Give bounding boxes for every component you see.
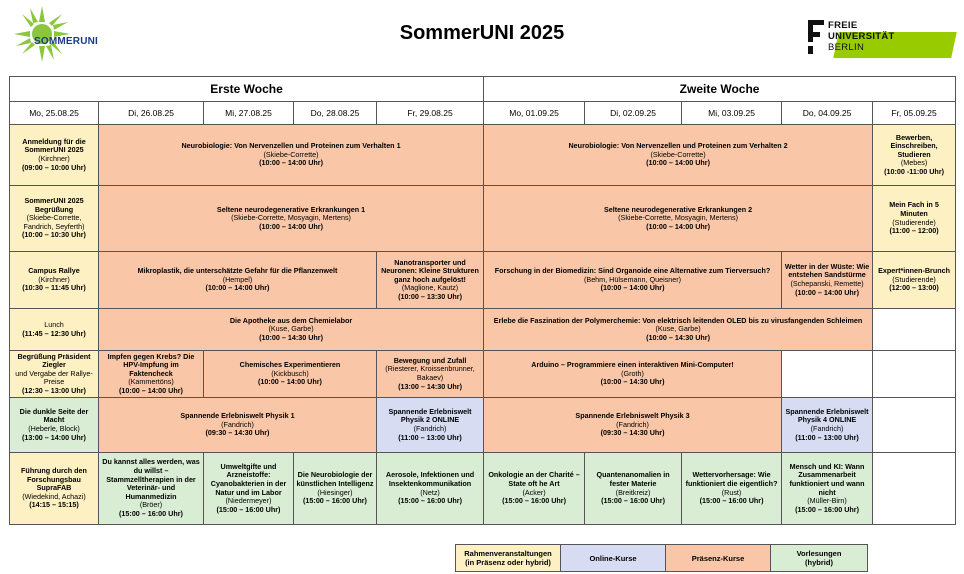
event-cell: Erlebe die Faszination der Polymerchemie: Von elektrisch leitenden OLED bis zu virusfangenden Schleimen (Kuse, Garbe) (10:00 – 14:30 Uhr): [484, 309, 873, 351]
event-cell: Spannende Erlebniswelt Physik 2 ONLINE (Fandrich) (11:00 – 13:00 Uhr): [377, 398, 484, 453]
event-cell: Mikroplastik, die unterschätzte Gefahr für die Pflanzenwelt (Hempel) (10:00 – 14:00 Uhr): [99, 252, 377, 309]
day-header: Mi, 27.08.25: [204, 102, 294, 125]
event-cell: Du kannst alles werden, was du willst – Stammzelltherapien in der Veterinär- und Humanmedizin (Bröer) (15:00 – 16:00 Uhr): [99, 453, 204, 525]
event-cell: Campus Rallye (Kirchner) (10:30 – 11:45 Uhr): [10, 252, 99, 309]
slot-row: [10, 252, 956, 309]
event-cell: Wettervorhersage: Wie funktioniert die eigentlich? (Rust) (15:00 – 16:00 Uhr): [682, 453, 782, 525]
event-cell: Die dunkle Seite der Macht (Heberle, Block) (13:00 – 14:00 Uhr): [10, 398, 99, 453]
slot-row: [10, 186, 956, 252]
event-cell: Bewegung und Zufall (Riesterer, Kroissenbrunner, Bakaev) (13:00 – 14:30 Uhr): [377, 351, 484, 398]
day-header: Mi, 03.09.25: [682, 102, 782, 125]
week-row: [10, 77, 956, 102]
page-header: [0, 0, 964, 74]
event-cell: Mein Fach in 5 Minuten (Studierende) (11:00 – 12:00): [873, 186, 956, 252]
logo-text: SOMMERUNI: [34, 36, 99, 47]
event-cell: Nanotransporter und Neuronen: Kleine Strukturen ganz hoch aufgelöst! (Maglione, Kautz) (10:00 – 13:30 Uhr): [377, 252, 484, 309]
legend-praesenz: Präsenz-Kurse: [665, 544, 771, 572]
event-cell: Führung durch den Forschungsbau SupraFAB (Wiedekind, Achazi) (14:15 – 15:15): [10, 453, 99, 525]
event-cell: Neurobiologie: Von Nervenzellen und Proteinen zum Verhalten 2 (Skiebe-Corrette) (10:00 – 14:00 Uhr): [484, 125, 873, 186]
legend: [456, 544, 868, 572]
event-cell: Umweltgifte und Arzneistoffe: Cyanobakterien in der Natur und im Labor (Niedermeyer) (15:00 – 16:00 Uhr): [204, 453, 294, 525]
day-header: Do, 04.09.25: [782, 102, 873, 125]
event-cell: Spannende Erlebniswelt Physik 1 (Fandrich) (09:30 – 14:30 Uhr): [99, 398, 377, 453]
slot-row: [10, 398, 956, 453]
event-cell: Anmeldung für die SommerUNI 2025 (Kirchner) (09:00 – 10:00 Uhr): [10, 125, 99, 186]
slot-row: [10, 351, 956, 398]
event-cell: Seltene neurodegenerative Erkrankungen 1 (Skiebe-Corrette, Mosyagin, Mertens) (10:00 – 14:00 Uhr): [99, 186, 484, 252]
day-header: Mo, 01.09.25: [484, 102, 585, 125]
event-cell: Die Apotheke aus dem Chemielabor (Kuse, Garbe) (10:00 – 14:30 Uhr): [99, 309, 484, 351]
day-header: Di, 02.09.25: [585, 102, 682, 125]
week-1-header: Erste Woche: [10, 77, 484, 102]
event-cell: Seltene neurodegenerative Erkrankungen 2 (Skiebe-Corrette, Mosyagin, Mertens) (10:00 – 14:00 Uhr): [484, 186, 873, 252]
empty-cell: [873, 453, 956, 525]
event-cell: Arduino – Programmiere einen interaktiven Mini-Computer! (Groth) (10:00 – 14:30 Uhr): [484, 351, 782, 398]
event-cell: Impfen gegen Krebs? Die HPV-Impfung im Faktencheck (Kammertöns) (10:00 – 14:00 Uhr): [99, 351, 204, 398]
event-cell: Quantenanomalien in fester Materie (Breitkreiz) (15:00 – 16:00 Uhr): [585, 453, 682, 525]
day-header: Fr, 29.08.25: [377, 102, 484, 125]
empty-cell: [873, 398, 956, 453]
day-header: Mo, 25.08.25: [10, 102, 99, 125]
event-cell: Mensch und KI: Wann Zusammenarbeit funktioniert und wann nicht (Müller-Birn) (15:00 – 16:00 Uhr): [782, 453, 873, 525]
event-cell: Begrüßung Präsident Ziegler und Vergabe der Rallye-Preise (12:30 – 13:00 Uhr): [10, 351, 99, 398]
event-cell: Aerosole, Infektionen und Insektenkommunikation (Netz) (15:00 – 16:00 Uhr): [377, 453, 484, 525]
event-cell: Forschung in der Biomedizin: Sind Organoide eine Alternative zum Tierversuch? (Behm, Hülsemann, Queisner) (10:00 – 14:00 Uhr): [484, 252, 782, 309]
fu-mark-icon: [808, 20, 824, 54]
event-cell: Spannende Erlebniswelt Physik 3 (Fandrich) (09:30 – 14:30 Uhr): [484, 398, 782, 453]
empty-cell: [873, 309, 956, 351]
fu-line3: BERLIN: [828, 42, 865, 53]
event-cell: Bewerben, Einschreiben, Studieren (Mebes) (10:00 -11:00 Uhr): [873, 125, 956, 186]
event-cell: Neurobiologie: Von Nervenzellen und Proteinen zum Verhalten 1 (Skiebe-Corrette) (10:00 – 14:00 Uhr): [99, 125, 484, 186]
fu-line2: UNIVERSITÄT: [828, 31, 895, 42]
event-cell: Onkologie an der Charité – State oft he Art (Acker) (15:00 – 16:00 Uhr): [484, 453, 585, 525]
event-cell: Wetter in der Wüste: Wie entstehen Sandstürme (Schepanski, Remette) (10:00 – 14:00 Uhr): [782, 252, 873, 309]
empty-cell: [873, 351, 956, 398]
week-2-header: Zweite Woche: [484, 77, 956, 102]
event-cell: Spannende Erlebniswelt Physik 4 ONLINE (Fandrich) (11:00 – 13:00 Uhr): [782, 398, 873, 453]
event-cell: Chemisches Experimentieren (Kickbusch) (10:00 – 14:00 Uhr): [204, 351, 377, 398]
legend-vorlesung: Vorlesungen (hybrid): [770, 544, 868, 572]
schedule-table: [9, 76, 956, 525]
slot-row: [10, 125, 956, 186]
legend-rahmen: Rahmenveranstaltungen (in Präsenz oder hybrid): [455, 544, 561, 572]
event-cell: SommerUNI 2025 Begrüßung (Skiebe-Corrette, Fandrich, Seyferth) (10:00 – 10:30 Uhr): [10, 186, 99, 252]
day-header: Do, 28.08.25: [294, 102, 377, 125]
slot-row: [10, 453, 956, 525]
page-title: SommerUNI 2025: [399, 22, 565, 44]
fu-berlin-logo: [806, 18, 956, 62]
legend-online: Online-Kurse: [560, 544, 666, 572]
empty-cell: [782, 351, 873, 398]
slot-row: [10, 309, 956, 351]
fu-line1: FREIE: [828, 20, 858, 31]
day-header: Di, 26.08.25: [99, 102, 204, 125]
day-row: [10, 102, 956, 125]
event-cell: Lunch (11:45 – 12:30 Uhr): [10, 309, 99, 351]
event-cell: Expert*innen-Brunch (Studierende) (12:00 – 13:00): [873, 252, 956, 309]
event-cell: Die Neurobiologie der künstlichen Intelligenz (Hiesinger) (15:00 – 16:00 Uhr): [294, 453, 377, 525]
day-header: Fr, 05.09.25: [873, 102, 956, 125]
